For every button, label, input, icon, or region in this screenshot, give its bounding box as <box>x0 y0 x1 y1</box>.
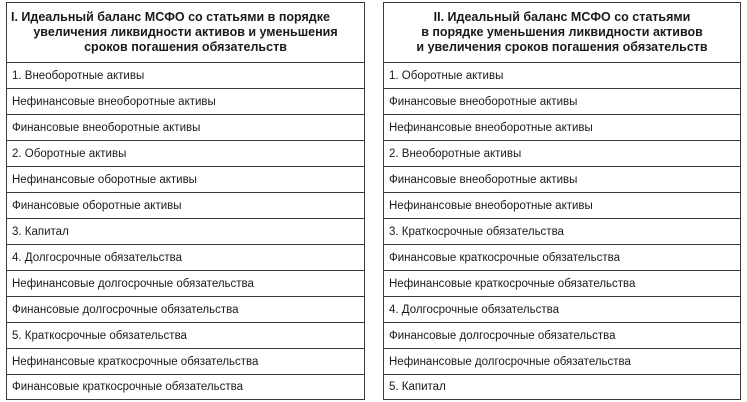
table-cell: Нефинансовые внеоборотные активы <box>384 193 741 219</box>
table-cell: Финансовые долгосрочные обязательства <box>7 297 365 323</box>
table-row <box>384 271 741 297</box>
table-cell: 3. Краткосрочные обязательства <box>384 219 741 245</box>
table-row <box>7 219 365 245</box>
table-header-right <box>384 3 741 63</box>
table-cell: 4. Долгосрочные обязательства <box>7 245 365 271</box>
table-row <box>384 375 741 400</box>
table-row <box>384 349 741 375</box>
table-cell: Нефинансовые краткосрочные обязательства <box>384 271 741 297</box>
table-cell: 5. Краткосрочные обязательства <box>7 323 365 349</box>
table-header-row <box>7 3 365 63</box>
table-row <box>384 89 741 115</box>
table-cell: Нефинансовые долгосрочные обязательства <box>384 349 741 375</box>
table-row <box>384 245 741 271</box>
table-cell: 3. Капитал <box>7 219 365 245</box>
table-row <box>384 323 741 349</box>
header-line: II. Идеальный баланс МСФО со статьями <box>433 10 691 24</box>
table-row <box>7 167 365 193</box>
table-cell: Финансовые долгосрочные обязательства <box>384 323 741 349</box>
table-row <box>7 115 365 141</box>
table-row <box>384 297 741 323</box>
table-cell: Финансовые внеоборотные активы <box>7 115 365 141</box>
table-cell: Нефинансовые краткосрочные обязательства <box>7 349 365 375</box>
table-cell: Нефинансовые долгосрочные обязательства <box>7 271 365 297</box>
table-row <box>384 63 741 89</box>
table-row <box>7 323 365 349</box>
table-cell: 4. Долгосрочные обязательства <box>384 297 741 323</box>
table-row <box>7 89 365 115</box>
header-line: I. Идеальный баланс МСФО со статьями в порядке <box>11 10 330 24</box>
ifrs-balance-table-decreasing-liquidity <box>383 2 741 400</box>
table-row <box>384 193 741 219</box>
table-row <box>384 141 741 167</box>
table-cell: Финансовые краткосрочные обязательства <box>7 375 365 400</box>
table-row <box>7 271 365 297</box>
header-line: сроков погашения обязательств <box>84 40 287 54</box>
table-cell: 2. Внеоборотные активы <box>384 141 741 167</box>
table-row <box>7 349 365 375</box>
table-cell: 1. Оборотные активы <box>384 63 741 89</box>
table-cell: 5. Капитал <box>384 375 741 400</box>
table-row <box>7 63 365 89</box>
header-line: и увеличения сроков погашения обязательств <box>416 40 708 54</box>
ifrs-balance-table-increasing-liquidity <box>6 2 365 400</box>
header-line: увеличения ликвидности активов и уменьшения <box>33 25 338 39</box>
table-cell: Нефинансовые внеоборотные активы <box>7 89 365 115</box>
table-row <box>384 219 741 245</box>
table-cell: Финансовые краткосрочные обязательства <box>384 245 741 271</box>
table-cell: Финансовые оборотные активы <box>7 193 365 219</box>
table-cell: Финансовые внеоборотные активы <box>384 89 741 115</box>
table-cell: Нефинансовые оборотные активы <box>7 167 365 193</box>
table-cell: 2. Оборотные активы <box>7 141 365 167</box>
table-row <box>384 167 741 193</box>
table-row <box>7 245 365 271</box>
table-row <box>7 375 365 400</box>
table-cell: Нефинансовые внеоборотные активы <box>384 115 741 141</box>
table-row <box>7 193 365 219</box>
table-header-left <box>7 3 365 63</box>
table-row <box>384 115 741 141</box>
table-cell: 1. Внеоборотные активы <box>7 63 365 89</box>
header-line: в порядке уменьшения ликвидности активов <box>421 25 703 39</box>
table-cell: Финансовые внеоборотные активы <box>384 167 741 193</box>
table-row <box>7 141 365 167</box>
table-row <box>7 297 365 323</box>
table-header-row <box>384 3 741 63</box>
